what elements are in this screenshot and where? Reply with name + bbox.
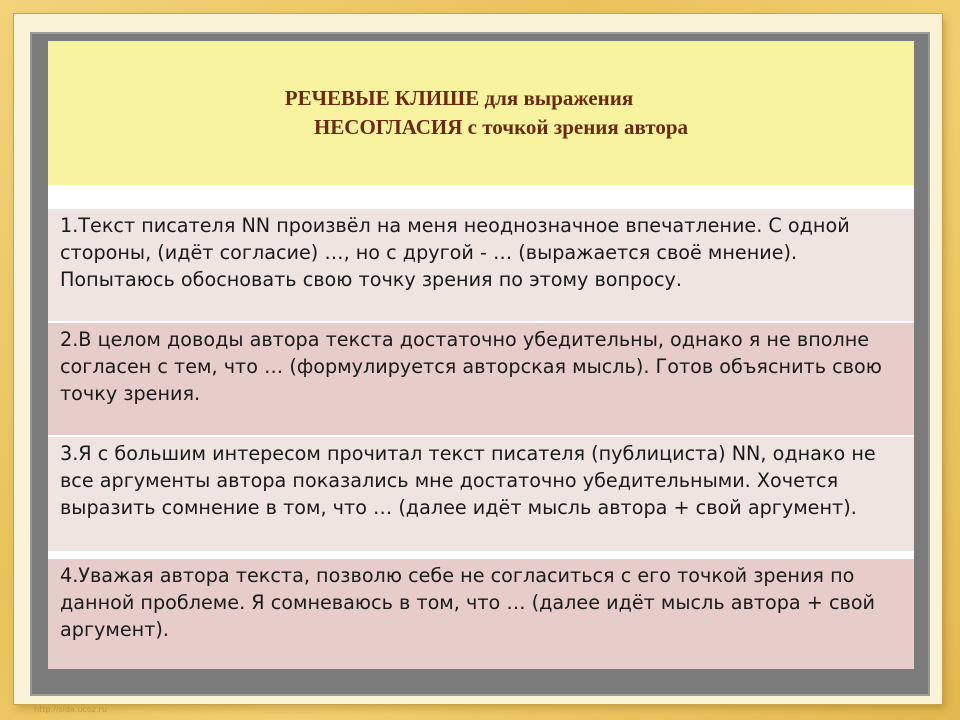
title-line-2: НЕСОГЛАСИЯ с точкой зрения автора [313, 115, 689, 139]
title-line-1: РЕЧЕВЫЕ КЛИШЕ для выражения [284, 86, 634, 110]
clause-item-2: 2.В целом доводы автора текста достаточно убедительны, однако я не вполне согласен с тем, что … (формулируется авторская мысль). Готов объяснить свою точку зрения. [48, 323, 914, 435]
slide [48, 41, 914, 669]
clause-item-3: 3.Я с большим интересом прочитал текст писателя (публициста) NN, однако не все аргументы автора показались мне достаточно убедительными. Хочется выразить сомнение в том, что … (далее идёт мысль автора + свой аргумент). [48, 437, 914, 551]
title-box [48, 41, 914, 185]
watermark: http://sida.ucoz.ru [34, 705, 107, 714]
clause-item-4: 4.Уважая автора текста, позволю себе не согласиться с его точкой зрения по данной проблеме. Я сомневаюсь в том, что … (далее идёт мысль автора + свой аргумент). [48, 559, 914, 669]
clause-item-1: 1.Текст писателя NN произвёл на меня неоднозначное впечатление. С одной стороны, (идёт согласие) …, но с другой - … (выражается своё мнение). Попытаюсь обосновать свою точку зрения по этому вопросу. [48, 209, 914, 321]
